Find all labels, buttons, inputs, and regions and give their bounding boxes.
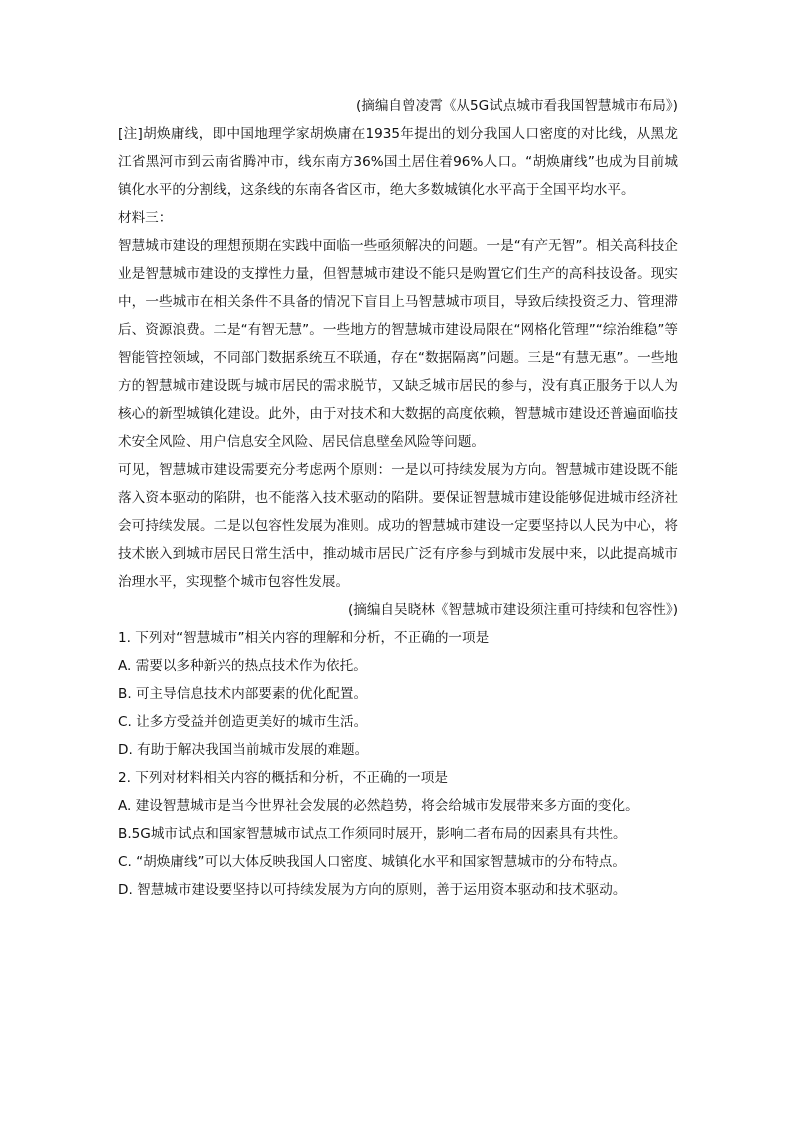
material-heading: 材料三： bbox=[118, 210, 173, 226]
option-c: C. 让多方受益并创造更美好的城市生活。 bbox=[118, 714, 368, 730]
source-citation-1: (摘编自曾凌霄《从5G试点城市看我国智慧城市布局》) bbox=[355, 98, 678, 114]
option-a: A. 建设智慧城市是当今世界社会发展的必然趋势，将会给城市发展带来多方面的变化。 bbox=[118, 798, 639, 814]
source-citation-2: (摘编自吴晓林《智慧城市建设须注重可持续和包容性》) bbox=[347, 602, 678, 618]
option-a: A. 需要以多种新兴的热点技术作为依托。 bbox=[118, 658, 367, 674]
option-b: B.5G城市试点和国家智慧城市试点工作须同时展开，影响二者布局的因素具有共性。 bbox=[118, 826, 627, 842]
option-d: D. 智慧城市建设要坚持以可持续发展为方向的原则，善于运用资本驱动和技术驱动。 bbox=[118, 882, 627, 898]
option-b: B. 可主导信息技术内部要素的优化配置。 bbox=[118, 686, 368, 702]
question-stem: 2. 下列对材料相关内容的概括和分析，不正确的一项是 bbox=[118, 770, 448, 786]
material-paragraph-2: 可见，智慧城市建设需要充分考虑两个原则：一是以可持续发展为方向。智慧城市建设既不能落入资本驱动的陷阱，也不能落入技术驱动的陷阱。要保证智慧城市建设能够促进城市经济社会可持续发展。二是以包容性发展为准则。成功的智慧城市建设一定要坚持以人民为中心，将技术嵌入到城市居民日常生活中，推动城市居民广泛有序参与到城市发展中来，以此提高城市治理水平，实现整个城市包容性发展。 bbox=[118, 462, 678, 590]
option-c: C. “胡焕庸线”可以大体反映我国人口密度、城镇化水平和国家智慧城市的分布特点。 bbox=[118, 854, 626, 870]
question-stem: 1. 下列对“智慧城市”相关内容的理解和分析，不正确的一项是 bbox=[118, 630, 490, 646]
option-d: D. 有助于解决我国当前城市发展的难题。 bbox=[118, 742, 369, 758]
material-paragraph-1: 智慧城市建设的理想预期在实践中面临一些亟须解决的问题。一是“有产无智”。相关高科技企业是智慧城市建设的支撑性力量，但智慧城市建设不能只是购置它们生产的高科技设备。现实中，一些城市在相关条件不具备的情况下盲目上马智慧城市项目，导致后续投资乏力、管理滞后、资源浪费。二是“有智无慧”。一些地方的智慧城市建设局限在“网格化管理”“综治维稳”等智能管控领域，不同部门数据系统互不联通，存在“数据隔离”问题。三是“有慧无惠”。一些地方的智慧城市建设既与城市居民的需求脱节，又缺乏城市居民的参与，没有真正服务于以人为核心的新型城镇化建设。此外，由于对技术和大数据的高度依赖，智慧城市建设还普遍面临技术安全风险、用户信息安全风险、居民信息壁垒风险等问题。 bbox=[118, 238, 678, 450]
note-paragraph: [注]胡焕庸线，即中国地理学家胡焕庸在1935年提出的划分我国人口密度的对比线，从黑龙江省黑河市到云南省腾冲市，线东南方36%国土居住着96%人口。“胡焕庸线”也成为目前城镇化水平的分割线，这条线的东南各省区市，绝大多数城镇化水平高于全国平均水平。 bbox=[118, 126, 678, 198]
document-content bbox=[118, 92, 678, 904]
